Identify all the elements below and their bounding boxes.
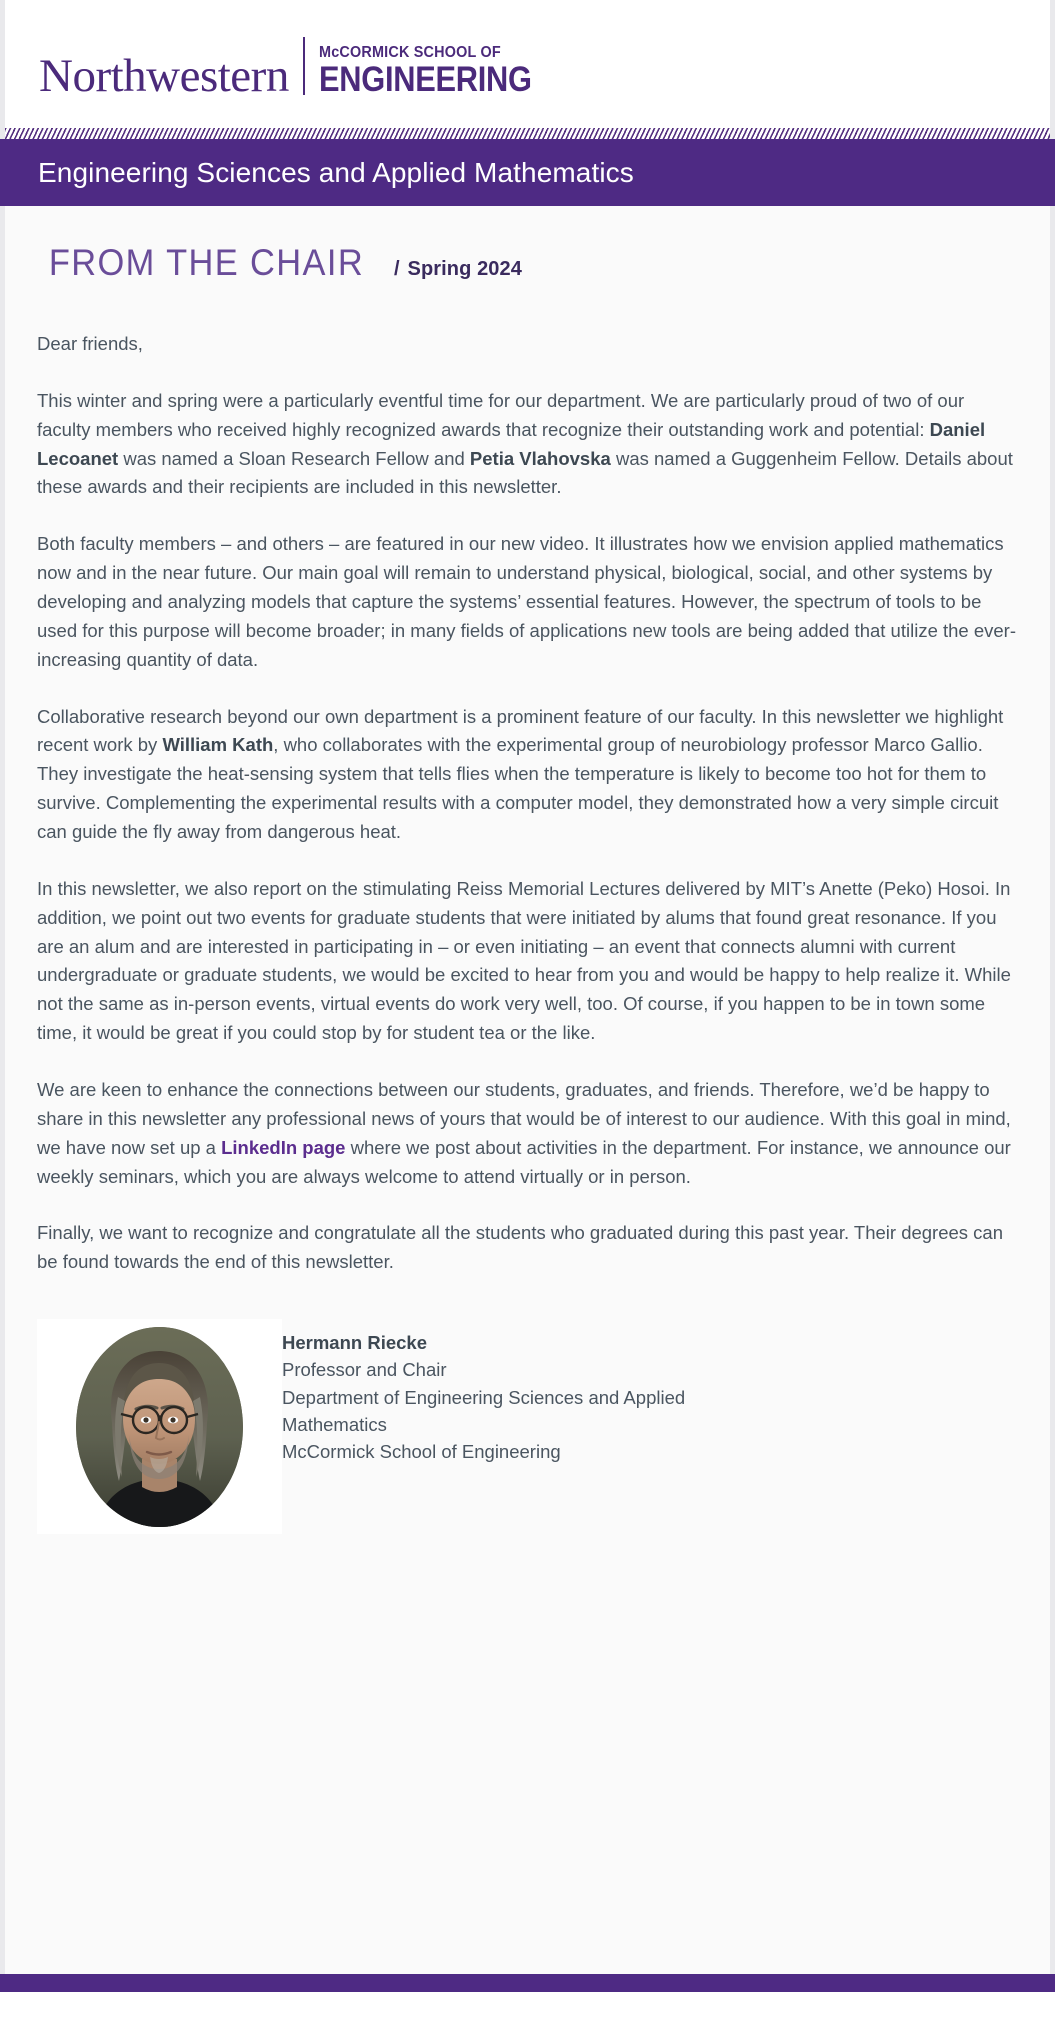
northwestern-mccormick-logo[interactable] <box>39 35 561 103</box>
engineering-label: ENGINEERING <box>318 60 532 99</box>
chair-name: Hermann Riecke <box>282 1332 427 1354</box>
content-bottom-edge <box>0 1966 1055 1974</box>
footer-bar <box>0 1974 1055 1992</box>
portrait-illustration <box>76 1327 243 1527</box>
paragraph-4: In this newsletter, we also report on the stimulating Reiss Memorial Lectures delivered by MIT’s Anette (Peko) Hosoi. In addition, we point out two events for graduate students that were initiated by alums that found great resonance. If you are an alum and are interested in participating in – or even initiating – an event that connects alumni with current undergraduate or graduate students, we would be excited to hear from you and would be happy to help realize it. While not the same as in-person events, virtual events do work very well, too. Of course, if you happen to be in town some time, it would be great if you could stop by for student tea or the like. <box>37 877 1011 1044</box>
p1-text-c: was named a Guggenheim Fellow. Details about these awards and their recipients are included in this newsletter. <box>37 447 1013 498</box>
paragraph-1 <box>35 387 1020 502</box>
p1-text-a: This winter and spring were a particularly eventful time for our department. We are particularly proud of two of our faculty members who received highly recognized awards that recognize their outstanding work and potential: <box>37 389 965 440</box>
chair-department-line-1: Department of Engineering Sciences and Applied <box>282 1386 686 1408</box>
northwestern-wordmark: Northwestern <box>39 50 289 103</box>
p3-text-b: , who collaborates with the experimental group of neurobiology professor Marco Gallio. They investigate the heat-sensing system that tells flies when the temperature is likely to become too hot for them to survive. Complementing the experimental results with a computer model, they demonstrated how a very simple circuit can guide the fly away from dangerous heat. <box>37 734 999 843</box>
p1-text-b: was named a Sloan Research Fellow and <box>118 447 470 469</box>
paragraph-5 <box>35 1076 1020 1191</box>
faculty-name-kath: William Kath <box>162 734 274 756</box>
mccormick-lockup <box>305 45 561 98</box>
linkedin-page-link[interactable]: LinkedIn page <box>221 1136 346 1158</box>
issue-label: Spring 2024 <box>407 258 522 280</box>
brand-header <box>0 0 1055 128</box>
page-title: Engineering Sciences and Applied Mathematics <box>38 156 634 188</box>
faculty-name-vlahovska: Petia Vlahovska <box>469 447 611 469</box>
department-title-bar <box>0 139 1055 206</box>
mccormick-school-of-label: McCORMICK SCHOOL OF <box>318 43 501 61</box>
paragraph-6: Finally, we want to recognize and congratulate all the students who graduated during this past year. Their degrees can be found towards the end of this newsletter. <box>37 1222 1004 1273</box>
portrait-photo <box>76 1327 243 1527</box>
p3-text-a: Collaborative research beyond our own department is a prominent feature of our faculty. In this newsletter we highlight recent work by <box>37 705 1004 756</box>
portrait-container <box>37 1319 282 1534</box>
faculty-name-lecoanet: Daniel Lecoanet <box>37 418 986 469</box>
signature-block <box>35 1319 1020 1534</box>
chair-school: McCormick School of Engineering <box>282 1440 561 1462</box>
heading-separator: / <box>393 258 400 280</box>
paragraph-3 <box>35 703 1020 847</box>
p5-text-a: We are keen to enhance the connections between our students, graduates, and friends. Therefore, we’d be happy to share in this newsletter any professional news of yours that would be of interest to our audience. With this goal in mind, we have now set up a <box>37 1079 1011 1158</box>
hatched-divider <box>0 128 1055 139</box>
newsletter-body <box>0 206 1055 1966</box>
section-heading <box>35 242 1020 284</box>
salutation: Dear friends, <box>37 333 143 354</box>
from-the-chair-label: FROM THE CHAIR <box>48 242 365 283</box>
signature-text <box>282 1319 685 1465</box>
chair-department-line-2: Mathematics <box>282 1413 387 1435</box>
paragraph-2: Both faculty members – and others – are featured in our new video. It illustrates how we envision applied mathematics now and in the near future. Our main goal will remain to understand physical, biological, social, and other systems by developing and analyzing models that capture the systems’ essential features. However, the spectrum of tools to be used for this purpose will become broader; in many fields of applications new tools are being added that utilize the ever-increasing quantity of data. <box>37 533 1017 670</box>
chair-title: Professor and Chair <box>282 1359 447 1381</box>
p5-text-b: where we post about activities in the department. For instance, we announce our weekly seminars, which you are always welcome to attend virtually or in person. <box>37 1136 1011 1187</box>
